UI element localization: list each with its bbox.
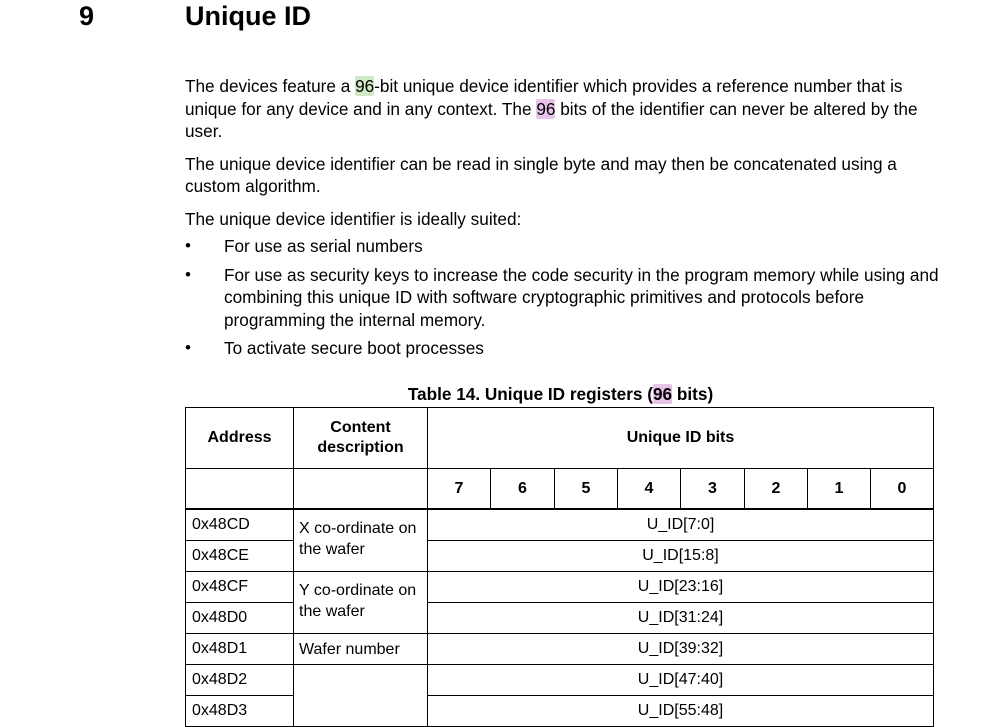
text-run: Table 14. Unique ID registers ( xyxy=(407,384,653,404)
address-cell: 0x48CD xyxy=(186,509,294,541)
content-cell: X co-ordinate on the wafer xyxy=(294,509,428,572)
content-cell: Y co-ordinate on the wafer xyxy=(294,572,428,634)
list-item xyxy=(185,264,945,332)
table-row xyxy=(186,665,934,696)
address-cell: 0x48D2 xyxy=(186,665,294,696)
highlight-96-purple: 96 xyxy=(652,384,673,404)
address-cell: 0x48CE xyxy=(186,541,294,572)
table-row xyxy=(186,634,934,665)
uid-bits-cell: U_ID[7:0] xyxy=(428,509,934,541)
uid-bits-cell: U_ID[47:40] xyxy=(428,665,934,696)
header-empty xyxy=(294,469,428,510)
section-title: Unique ID xyxy=(185,1,311,31)
content-cell: Wafer number xyxy=(294,634,428,665)
paragraph-intro xyxy=(185,75,945,143)
bullet-icon: • xyxy=(185,264,191,284)
header-address: Address xyxy=(186,408,294,469)
bit-header: 7 xyxy=(428,469,491,510)
paragraph-read: The unique device identifier can be read in single byte and may then be concatenated using a custom algorithm. xyxy=(185,153,897,196)
table-row xyxy=(186,509,934,541)
uid-bits-cell: U_ID[15:8] xyxy=(428,541,934,572)
bullet-icon: • xyxy=(185,338,191,357)
list-item-text: To activate secure boot processes xyxy=(224,338,484,358)
text-run: The devices feature a xyxy=(185,76,356,96)
paragraph-suited: The unique device identifier is ideally suited: xyxy=(185,208,522,229)
text-run: bits of the identifier can never be altered by the user. xyxy=(185,98,918,141)
bullet-icon: • xyxy=(185,236,191,255)
bit-header: 5 xyxy=(555,469,618,510)
header-empty xyxy=(186,469,294,510)
uid-bits-cell: U_ID[39:32] xyxy=(428,634,934,665)
uid-bits-cell: U_ID[31:24] xyxy=(428,603,934,634)
table-row xyxy=(186,572,934,603)
text-run: -bit unique device identifier which provides a reference number that is unique for any device and in any context. The xyxy=(185,76,903,119)
unique-id-table xyxy=(185,407,934,727)
address-cell: 0x48D0 xyxy=(186,603,294,634)
address-cell: 0x48D1 xyxy=(186,634,294,665)
section-number: 9 xyxy=(79,1,95,31)
address-cell: 0x48CF xyxy=(186,572,294,603)
address-cell: 0x48D3 xyxy=(186,696,294,727)
section-body xyxy=(185,75,945,366)
uid-bits-cell: U_ID[23:16] xyxy=(428,572,934,603)
list-item xyxy=(185,337,945,360)
list-item-text: For use as security keys to increase the code security in the program memory while using and combining this unique ID with software cryptographic primitives and protocols before programming the internal memory. xyxy=(224,264,939,330)
uid-bits-cell: U_ID[55:48] xyxy=(428,696,934,727)
content-cell xyxy=(294,665,428,727)
text-run: bits) xyxy=(672,384,714,404)
header-unique-id-bits: Unique ID bits xyxy=(428,408,934,469)
list-item-text: For use as serial numbers xyxy=(224,236,423,256)
bullet-list xyxy=(185,235,945,360)
bit-header: 2 xyxy=(745,469,808,510)
bit-header: 1 xyxy=(808,469,871,510)
highlight-96-purple: 96 xyxy=(536,98,556,119)
highlight-96-green: 96 xyxy=(355,76,375,96)
bit-header: 6 xyxy=(491,469,555,510)
bit-header: 4 xyxy=(618,469,681,510)
header-content: Content description xyxy=(294,408,428,469)
bit-header: 3 xyxy=(681,469,745,510)
bit-header: 0 xyxy=(871,469,934,510)
list-item xyxy=(185,235,945,258)
table-caption xyxy=(185,383,936,405)
